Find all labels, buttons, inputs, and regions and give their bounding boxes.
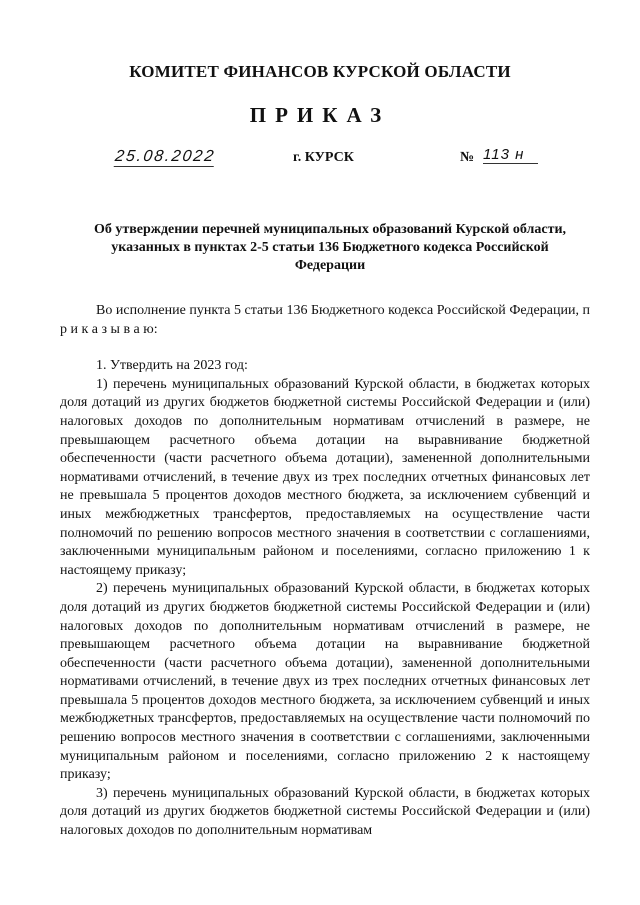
- subitem-1: 1) перечень муниципальных образований Курской области, в бюджетах которых доля дотаций из других бюджетов бюджетной системы Российской Федерации и (или) налоговых доходов по дополнительным нормативам отчислений в размере, не превышающем расчетного объема дотации на выравнивание бюджетной обеспеченности (части расчетного объема дотации), замененной дополнительными нормативами отчислений, в течение двух из трех последних отчетных финансовых лет не превышала 5 процентов доходов местного бюджета, за исключением субвенций и иных межбюджетных трансфертов, предоставляемых на осуществление части полномочий по решению вопросов местного значения в соответствии с соглашениями, заключенными муниципальным районом и поселениями, согласно приложению 1 к настоящему приказу;: [60, 376, 590, 578]
- document-meta: [0, 148, 640, 172]
- item-1: 1. Утвердить на 2023 год:: [96, 358, 248, 374]
- document-type: ПРИКАЗ: [249, 103, 391, 127]
- organization-title: КОМИТЕТ ФИНАНСОВ КУРСКОЙ ОБЛАСТИ: [129, 62, 511, 81]
- document-number: 113 н: [483, 146, 538, 164]
- subject-line: указанных в пунктах 2-5 статьи 136 Бюджетного кодекса Российской: [111, 240, 549, 255]
- subject-line: Об утверждении перечней муниципальных образований Курской области,: [93, 222, 567, 237]
- document-date: 25.08.2022: [113, 148, 217, 165]
- number-label: №: [460, 150, 475, 165]
- subitem-3: 3) перечень муниципальных образований Курской области, в бюджетах которых доля дотаций из других бюджетов бюджетной системы Российской Федерации и (или) налоговых доходов по дополнительным нормативам: [60, 785, 590, 839]
- document-body: [60, 302, 590, 841]
- document-city: г. КУРСК: [293, 150, 354, 165]
- preamble-paragraph: Во исполнение пункта 5 статьи 136 Бюджетного кодекса Российской Федерации, п р и к а з ы в а ю:: [60, 303, 590, 337]
- subject-line: Федерации: [294, 258, 366, 273]
- document-subject: [80, 221, 580, 275]
- subitem-2: 2) перечень муниципальных образований Курской области, в бюджетах которых доля дотаций из других бюджетов бюджетной системы Российской Федерации и (или) налоговых доходов по дополнительным нормативам отчислений в размере, не превышающем расчетного объема дотации на выравнивание бюджетной обеспеченности (части расчетного объема дотации), замененной дополнительными нормативами отчислений, в течение двух из трех последних отчетных финансовых лет превышала 5 процентов доходов местного бюджета, за исключением субвенций и иных межбюджетных трансфертов, предоставляемых на осуществление части полномочий по решению вопросов местного значения в соответствии с соглашениями, заключенными муниципальным районом и поселениями, согласно приложению 2 к настоящему приказу;: [60, 581, 590, 783]
